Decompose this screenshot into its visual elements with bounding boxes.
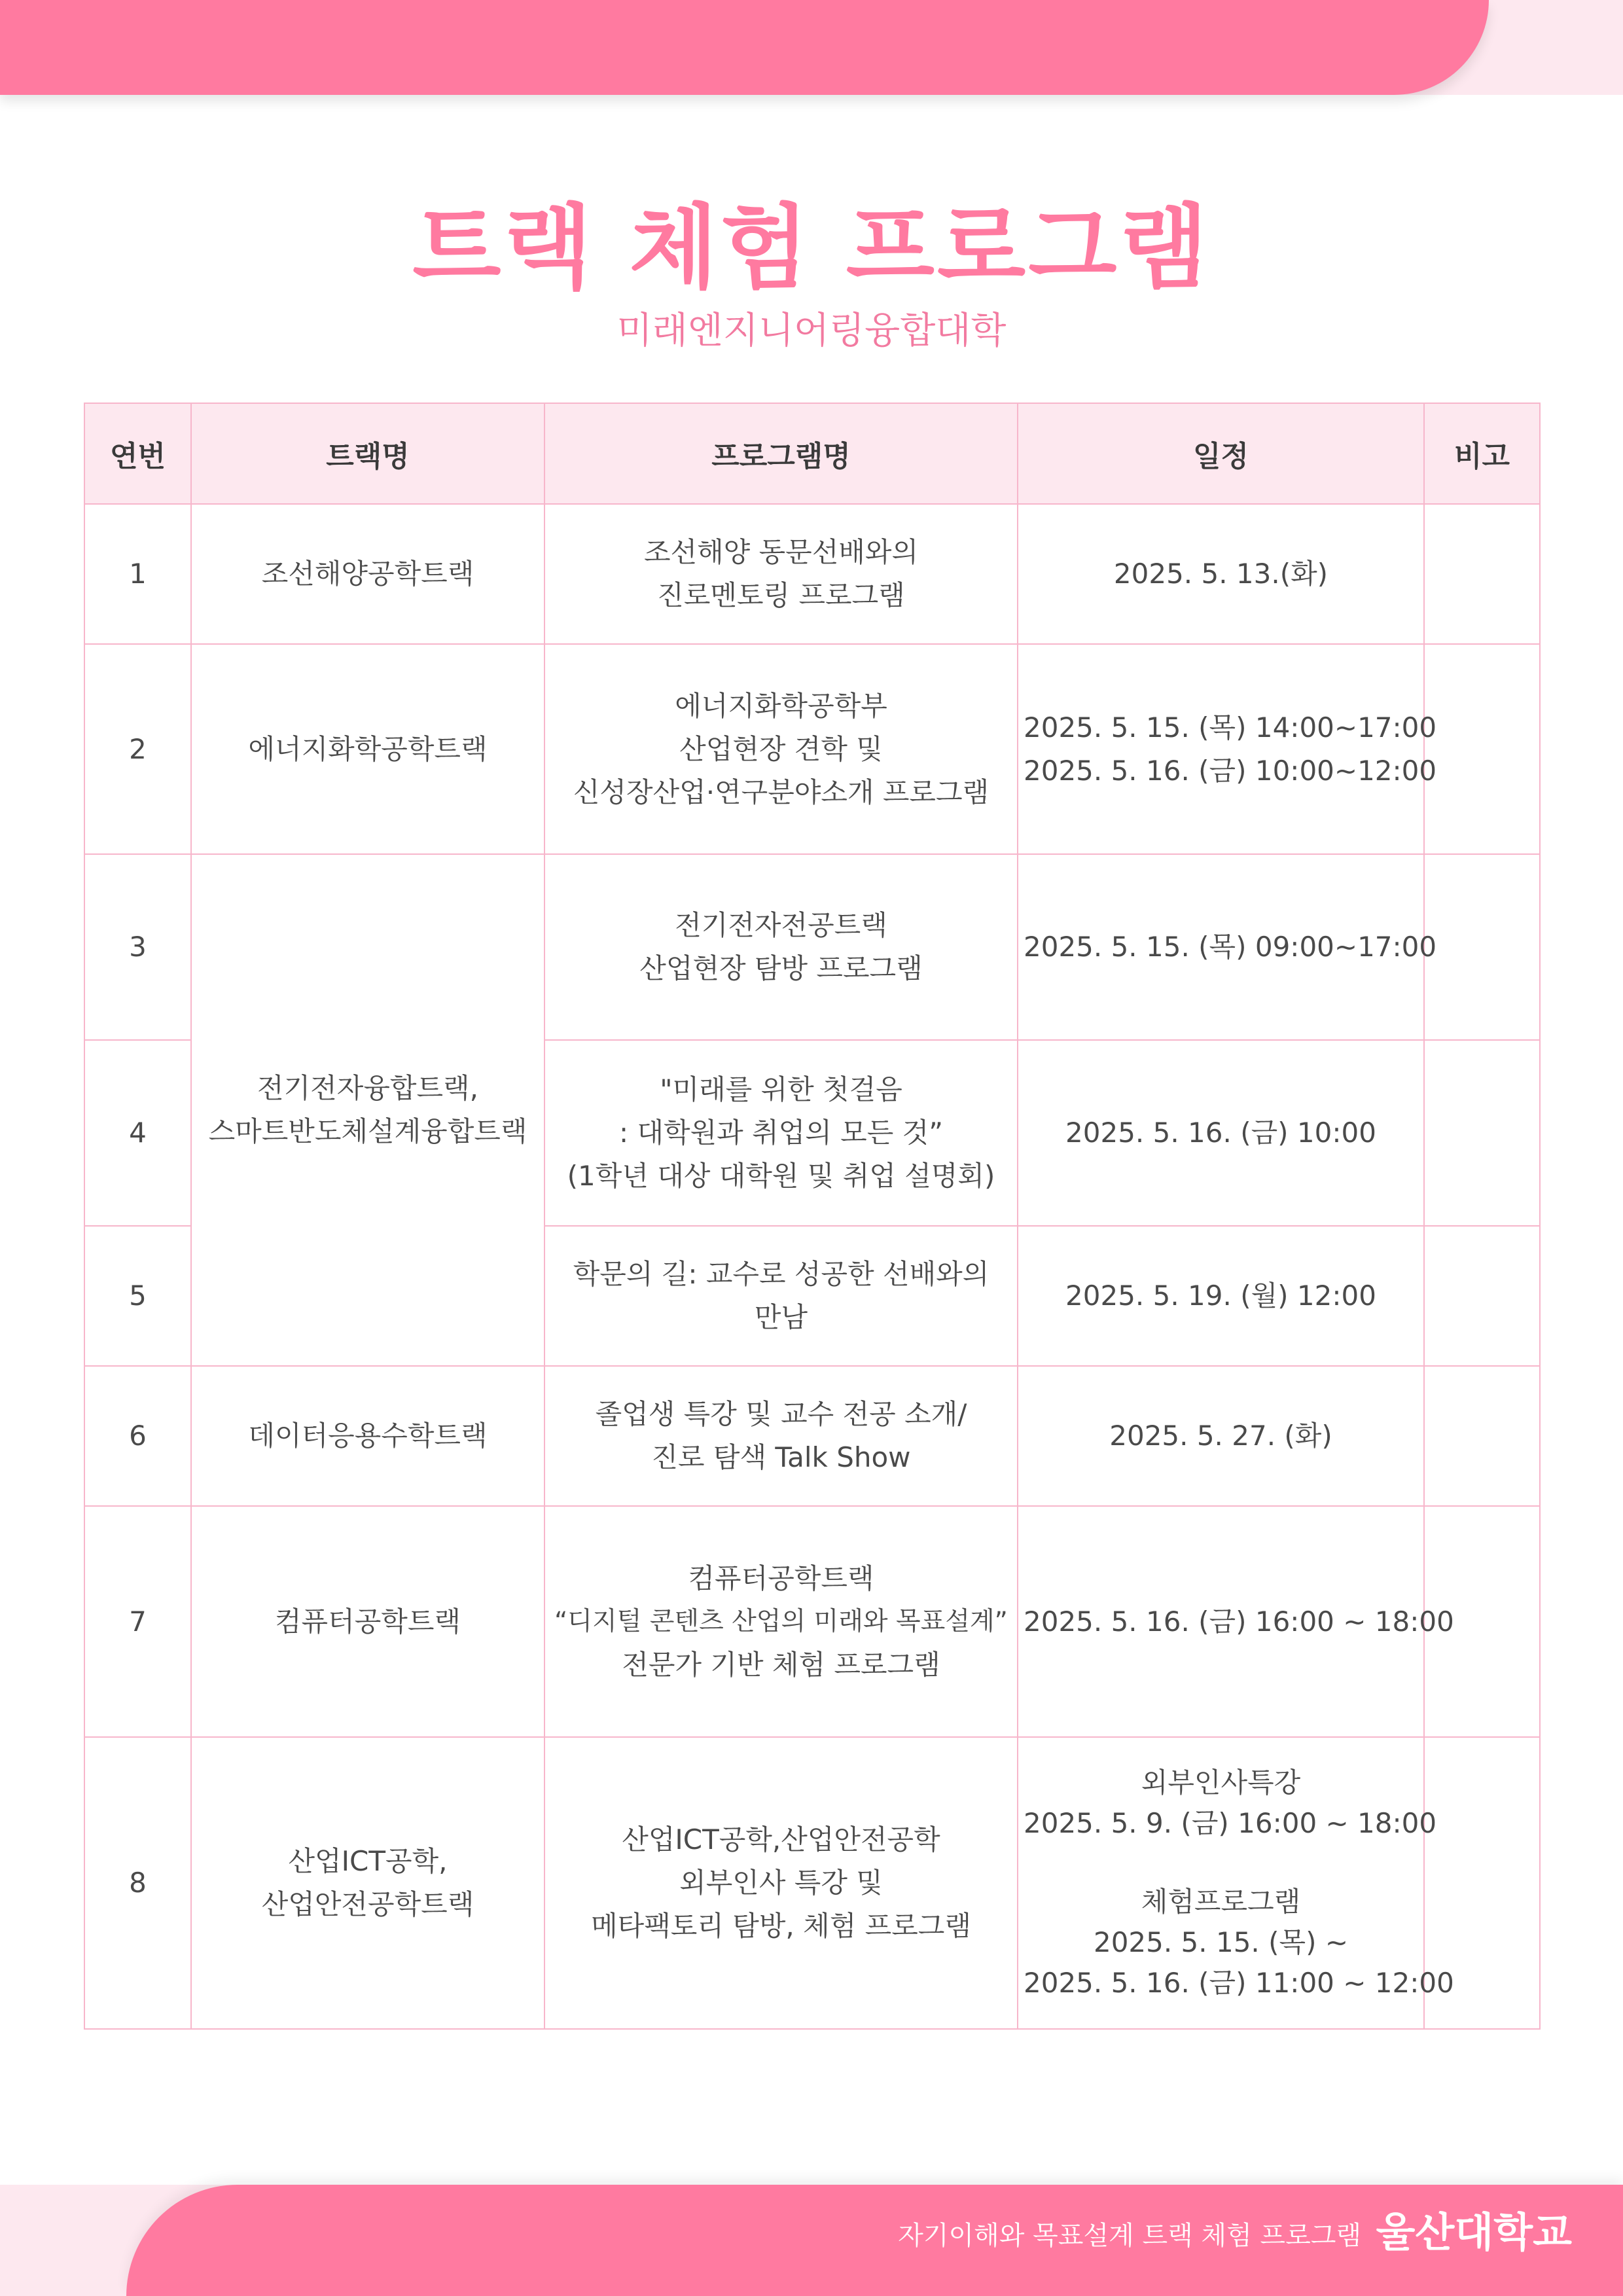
- program-cell: [544, 504, 1018, 644]
- program-cell: [544, 1366, 1018, 1506]
- schedule-cell: [1018, 1366, 1424, 1506]
- program-table: [84, 403, 1541, 2030]
- schedule-cell: [1018, 1040, 1424, 1226]
- schedule-line: 체험프로그램: [1141, 1886, 1301, 1918]
- program-line: 조선해양 동문선배와의: [643, 536, 919, 568]
- schedule-line: 2025. 5. 15. (목) ~: [1093, 1926, 1349, 1958]
- footer-caption: 자기이해와 목표설계 트랙 체험 프로그램: [898, 2221, 1361, 2251]
- program-line: 산업ICT공학,산업안전공학: [622, 1823, 940, 1856]
- schedule-cell: [1018, 1737, 1454, 2029]
- schedule-line: 2025. 5. 19. (월) 12:00: [1065, 1280, 1376, 1312]
- program-line: 전문가 기반 체험 프로그램: [622, 1648, 940, 1681]
- program-line: 외부인사 특강 및: [679, 1867, 883, 1899]
- schedule-line: 외부인사특강: [1141, 1767, 1301, 1799]
- program-line: 산업현장 탐방 프로그램: [639, 952, 923, 984]
- schedule-line: 2025. 5. 15. (목) 14:00~17:00: [1024, 711, 1437, 744]
- note-cell: [1424, 644, 1540, 854]
- program-line: 산업현장 견학 및: [679, 732, 883, 765]
- table-row: [84, 504, 1540, 644]
- schedule-line: 2025. 5. 15. (목) 09:00~17:00: [1024, 931, 1437, 963]
- header-note: 비고: [1424, 403, 1540, 504]
- schedule-cell: [1018, 644, 1437, 854]
- university-logo: 울산대학교: [1376, 2208, 1572, 2256]
- track-cell: [191, 1737, 544, 2029]
- program-cell: [544, 644, 1018, 854]
- note-cell: [1424, 1366, 1540, 1506]
- track-cell: [191, 1366, 544, 1506]
- program-line: 진로멘토링 프로그램: [657, 579, 905, 611]
- row-number: 6: [84, 1366, 191, 1506]
- program-line: 전기전자전공트랙: [675, 909, 887, 941]
- table-header-row: [84, 403, 1540, 504]
- table-row: [84, 1737, 1540, 2029]
- track-name: 컴퓨터공학트랙: [274, 1605, 461, 1638]
- row-number: 4: [84, 1040, 191, 1226]
- track-name: 산업안전공학트랙: [261, 1888, 474, 1920]
- program-line: 졸업생 특강 및 교수 전공 소개/: [595, 1398, 967, 1430]
- row-number: 7: [84, 1506, 191, 1737]
- track-name: 전기전자융합트랙,: [257, 1072, 478, 1104]
- schedule-line: 2025. 5. 9. (금) 16:00 ~ 18:00: [1024, 1807, 1437, 1839]
- program-line: "미래를 위한 첫걸음: [660, 1073, 902, 1105]
- schedule-cell: [1018, 1226, 1424, 1366]
- program-line: 학문의 길: 교수로 성공한 선배와의: [573, 1258, 990, 1290]
- track-cell: [191, 1506, 544, 1737]
- schedule-line: 2025. 5. 16. (금) 10:00: [1065, 1117, 1376, 1149]
- schedule-spacer: [1024, 1844, 1418, 1882]
- table-row: [84, 644, 1540, 854]
- note-cell: [1424, 1040, 1540, 1226]
- program-line: 컴퓨터공학트랙: [688, 1562, 874, 1594]
- program-line: 진로 탐색 Talk Show: [651, 1441, 911, 1473]
- track-cell: [191, 504, 544, 644]
- program-line: 만남: [754, 1301, 808, 1333]
- note-cell: [1424, 504, 1540, 644]
- track-cell-merged: [191, 854, 544, 1366]
- program-line: “디지털 콘텐츠 산업의 미래와 목표설계”: [554, 1606, 1008, 1636]
- schedule-line: 2025. 5. 16. (금) 16:00 ~ 18:00: [1024, 1605, 1454, 1638]
- schedule-line: 2025. 5. 16. (금) 10:00~12:00: [1024, 754, 1437, 787]
- schedule-cell: [1018, 504, 1424, 644]
- row-number: 2: [84, 644, 191, 854]
- program-cell: [544, 1226, 1018, 1366]
- schedule-line: 2025. 5. 27. (화): [1109, 1420, 1332, 1452]
- track-name: 산업ICT공학,: [288, 1845, 448, 1877]
- header-track: 트랙명: [191, 403, 544, 504]
- page-title: 트랙 체험 프로그램: [412, 195, 1211, 302]
- row-number: 8: [84, 1737, 191, 2029]
- program-cell: [544, 854, 1018, 1040]
- schedule-cell: [1018, 1506, 1454, 1737]
- note-cell: [1424, 1226, 1540, 1366]
- table-row: [84, 854, 1540, 1040]
- program-cell: [544, 1040, 1018, 1226]
- track-cell: [191, 644, 544, 854]
- program-line: : 대학원과 취업의 모든 것”: [618, 1117, 944, 1149]
- program-cell: [544, 1506, 1018, 1737]
- program-line: (1학년 대상 대학원 및 취업 설명회): [567, 1160, 995, 1192]
- program-cell: [544, 1737, 1018, 2029]
- page-subtitle: 미래엔지니어링융합대학: [616, 310, 1007, 352]
- program-line: 메타팩토리 탐방, 체험 프로그램: [591, 1910, 971, 1942]
- header-schedule: 일정: [1018, 403, 1424, 504]
- header-number: 연번: [84, 403, 191, 504]
- program-line: 에너지화학공학부: [675, 689, 887, 722]
- track-name: 에너지화학공학트랙: [248, 732, 488, 765]
- table-row: [84, 1506, 1540, 1737]
- note-cell: [1424, 854, 1540, 1040]
- row-number: 3: [84, 854, 191, 1040]
- track-name: 스마트반도체설계융합트랙: [208, 1115, 527, 1147]
- track-name: 조선해양공학트랙: [261, 558, 474, 590]
- top-band: [0, 0, 1489, 95]
- schedule-line: 2025. 5. 13.(화): [1113, 558, 1329, 590]
- row-number: 1: [84, 504, 191, 644]
- program-line: 신성장산업·연구분야소개 프로그램: [573, 776, 990, 808]
- table-row: [84, 1366, 1540, 1506]
- track-name: 데이터응용수학트랙: [248, 1420, 488, 1452]
- row-number: 5: [84, 1226, 191, 1366]
- schedule-line: 2025. 5. 16. (금) 11:00 ~ 12:00: [1024, 1967, 1454, 1999]
- schedule-cell: [1018, 854, 1437, 1040]
- header-program: 프로그램명: [544, 403, 1018, 504]
